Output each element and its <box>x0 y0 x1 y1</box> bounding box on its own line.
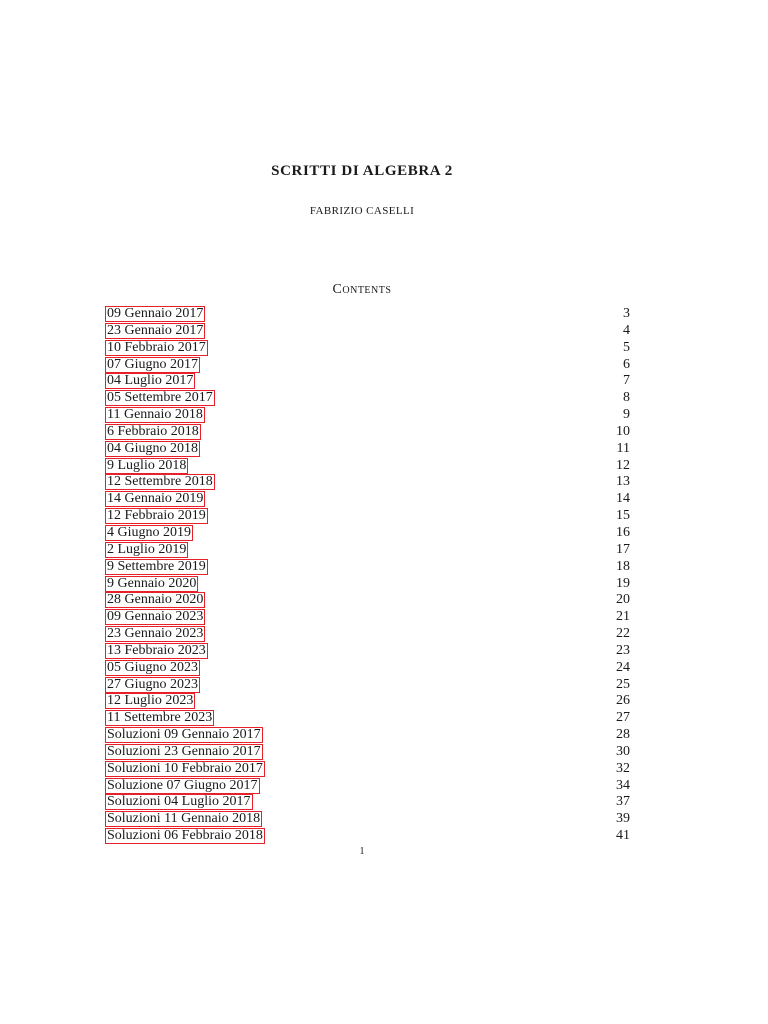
toc-entry <box>105 828 630 845</box>
toc-entry <box>105 559 630 576</box>
toc-entry-link[interactable]: 11 Settembre 2023 <box>107 710 213 726</box>
toc-entry-page-number: 11 <box>616 440 630 456</box>
toc-entry-link[interactable]: 2 Luglio 2019 <box>107 541 187 557</box>
toc-entry-page-number: 9 <box>623 407 630 423</box>
document-title: SCRITTI DI ALGEBRA 2 <box>271 163 453 179</box>
toc-entry-link[interactable]: 27 Giugno 2023 <box>107 676 198 692</box>
toc-entry-link[interactable]: 07 Giugno 2017 <box>107 356 198 372</box>
toc-entry <box>105 491 630 508</box>
toc-entry-page-number: 22 <box>616 626 630 642</box>
toc-entry <box>105 643 630 660</box>
toc-entry-link[interactable]: 05 Giugno 2023 <box>107 659 198 675</box>
toc-entry-link[interactable]: 12 Luglio 2023 <box>107 693 194 709</box>
toc-entry <box>105 441 630 458</box>
document-author: FABRIZIO CASELLI <box>309 205 415 217</box>
toc-entry-link[interactable]: Soluzioni 04 Luglio 2017 <box>107 794 251 810</box>
toc-entry-page-number: 16 <box>616 524 630 540</box>
toc-entry-link[interactable]: 13 Febbraio 2023 <box>107 642 206 658</box>
toc-entry-page-number: 18 <box>616 558 630 574</box>
toc-entry-page-number: 27 <box>616 710 630 726</box>
toc-entry-page-number: 37 <box>616 794 630 810</box>
toc-entry-link[interactable]: 9 Luglio 2018 <box>107 457 187 473</box>
toc-entry-page-number: 8 <box>623 390 630 406</box>
toc-entry-page-number: 10 <box>616 423 630 439</box>
toc-entry-page-number: 12 <box>616 457 630 473</box>
toc-entry-link[interactable]: 9 Settembre 2019 <box>107 558 206 574</box>
toc-entry-link[interactable]: 12 Settembre 2018 <box>107 474 213 490</box>
toc-entry-link[interactable]: Soluzione 07 Giugno 2017 <box>107 777 258 793</box>
toc-entry-link[interactable]: 4 Giugno 2019 <box>107 524 191 540</box>
toc-entry <box>105 609 630 626</box>
toc-entry <box>105 340 630 357</box>
toc-entry-page-number: 28 <box>616 727 630 743</box>
toc-entry <box>105 390 630 407</box>
toc-entry <box>105 592 630 609</box>
toc-entry-link[interactable]: 12 Febbraio 2019 <box>107 508 206 524</box>
toc-entry-link[interactable]: Soluzioni 23 Gennaio 2017 <box>107 743 261 759</box>
toc-entry <box>105 458 630 475</box>
toc-entry <box>105 710 630 727</box>
toc-entry-page-number: 30 <box>616 743 630 759</box>
toc-entry-link[interactable]: Soluzioni 10 Febbraio 2017 <box>107 760 263 776</box>
toc-entry <box>105 727 630 744</box>
toc-entry <box>105 576 630 593</box>
toc-entry-page-number: 20 <box>616 592 630 608</box>
toc-entry-link[interactable]: 11 Gennaio 2018 <box>107 407 203 423</box>
toc-entry-page-number: 39 <box>616 811 630 827</box>
toc-entry <box>105 677 630 694</box>
toc-entry-link[interactable]: 9 Gennaio 2020 <box>107 575 197 591</box>
page-number: 1 <box>359 846 365 857</box>
toc-entry-page-number: 6 <box>623 356 630 372</box>
toc-entry <box>105 306 630 323</box>
toc-entry-page-number: 14 <box>616 491 630 507</box>
toc-entry-link[interactable]: 14 Gennaio 2019 <box>107 491 204 507</box>
toc-entry-page-number: 21 <box>616 609 630 625</box>
toc-entry <box>105 778 630 795</box>
toc-entry-page-number: 24 <box>616 659 630 675</box>
toc-entry <box>105 323 630 340</box>
toc-entry-page-number: 7 <box>623 373 630 389</box>
toc-entry-page-number: 41 <box>616 828 630 844</box>
toc-entry <box>105 626 630 643</box>
toc-entry-link[interactable]: Soluzioni 09 Gennaio 2017 <box>107 727 261 743</box>
toc-entry-page-number: 19 <box>616 575 630 591</box>
toc-entry-link[interactable]: 6 Febbraio 2018 <box>107 423 199 439</box>
toc-entry-page-number: 3 <box>623 306 630 321</box>
toc-entry <box>105 761 630 778</box>
toc-entry-link[interactable]: 23 Gennaio 2023 <box>107 626 204 642</box>
toc-entry-link[interactable]: Soluzioni 11 Gennaio 2018 <box>107 811 261 827</box>
toc-entry <box>105 811 630 828</box>
toc-entry-link[interactable]: 23 Gennaio 2017 <box>107 322 204 338</box>
toc-entry-link[interactable]: 04 Luglio 2017 <box>107 373 194 389</box>
toc-entry-page-number: 13 <box>616 474 630 490</box>
toc-entry-link[interactable]: Soluzioni 06 Febbraio 2018 <box>107 828 263 844</box>
toc-entry <box>105 508 630 525</box>
contents-heading: Contents <box>332 282 392 297</box>
toc-entry-link[interactable]: 09 Gennaio 2017 <box>107 306 204 321</box>
toc-entry <box>105 794 630 811</box>
toc-entry-page-number: 25 <box>616 676 630 692</box>
toc-entry <box>105 660 630 677</box>
table-of-contents <box>105 306 630 845</box>
toc-entry-page-number: 23 <box>616 642 630 658</box>
toc-entry-link[interactable]: 04 Giugno 2018 <box>107 440 198 456</box>
toc-entry-page-number: 26 <box>616 693 630 709</box>
toc-entry-page-number: 15 <box>616 508 630 524</box>
toc-entry <box>105 474 630 491</box>
toc-entry-page-number: 34 <box>616 777 630 793</box>
toc-entry <box>105 357 630 374</box>
toc-entry-link[interactable]: 05 Settembre 2017 <box>107 390 213 406</box>
toc-entry <box>105 542 630 559</box>
toc-entry <box>105 744 630 761</box>
toc-entry-link[interactable]: 09 Gennaio 2023 <box>107 609 204 625</box>
toc-entry-link[interactable]: 28 Gennaio 2020 <box>107 592 204 608</box>
toc-entry <box>105 693 630 710</box>
toc-entry <box>105 407 630 424</box>
toc-entry <box>105 424 630 441</box>
toc-entry-link[interactable]: 10 Febbraio 2017 <box>107 339 206 355</box>
toc-entry-page-number: 32 <box>616 760 630 776</box>
toc-entry-page-number: 4 <box>623 322 630 338</box>
toc-entry-page-number: 17 <box>616 541 630 557</box>
toc-entry-page-number: 5 <box>623 339 630 355</box>
toc-entry <box>105 373 630 390</box>
toc-entry <box>105 525 630 542</box>
